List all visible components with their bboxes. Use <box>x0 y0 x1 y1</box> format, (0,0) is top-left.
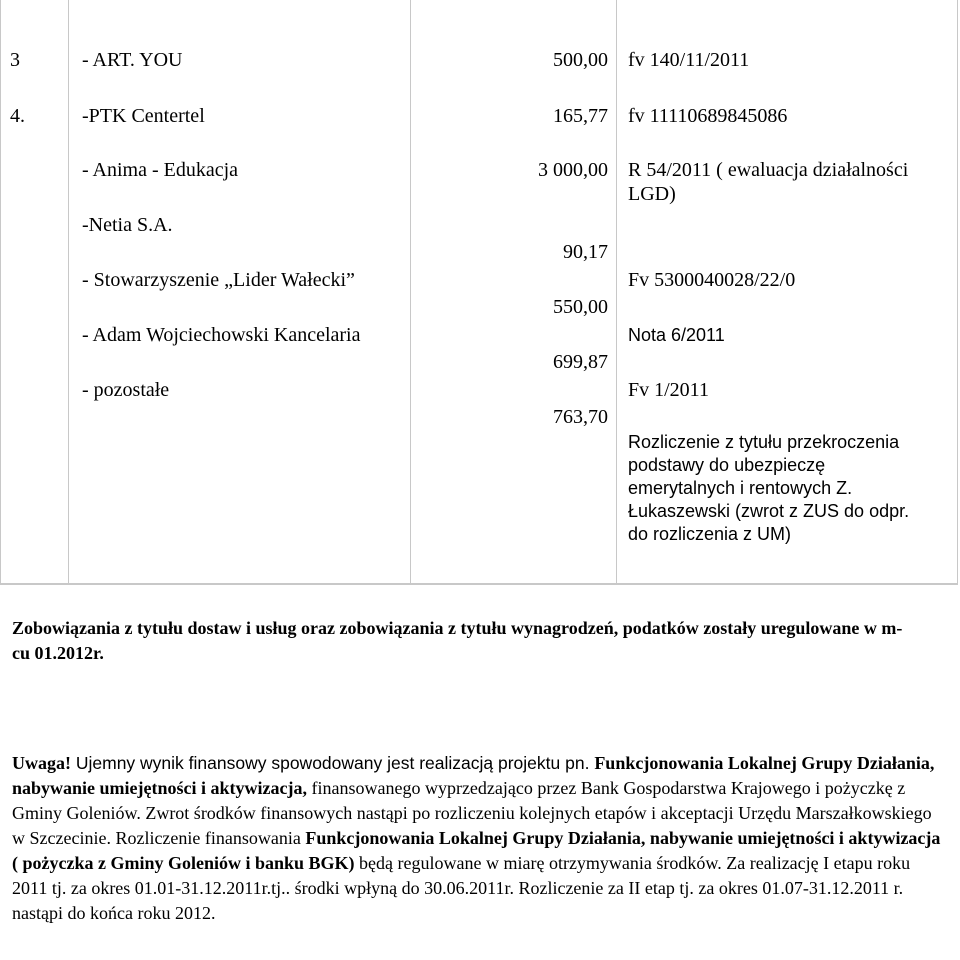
document-ref: Fv 5300040028/22/0 <box>628 269 796 291</box>
amount-value: 3 000,00 <box>538 159 608 181</box>
note-text: finansowanego wyprzedzająco przez Bank Gospodarstwa Krajowego i pożyczkę z Gminy Goleniów. Zwrot środków finansowych nastąpi po rozliczeniu kolejnych etapów i akceptacji Urzędu Marszałkowskiego w Szczecinie. Rozliczenie finansowania <box>12 778 932 848</box>
table-bottom-line <box>0 584 958 585</box>
document-ref: Nota 6/2011 <box>628 325 725 345</box>
table-divider-1 <box>68 0 69 584</box>
row-index: 4. <box>10 105 25 127</box>
creditor-name: -PTK Centertel <box>82 105 205 127</box>
amount-value: 500,00 <box>553 49 608 71</box>
amount-value: 699,87 <box>553 351 608 373</box>
creditor-name: - Anima - Edukacja <box>82 159 239 181</box>
table-divider-2 <box>410 0 411 584</box>
amount-value: 90,17 <box>563 241 608 263</box>
note-text: będą regulowane w miarę otrzymywania środków. Za realizację I etapu roku 2011 tj. za okres 01.01-31.12.2011r.tj.. środki wpłyną do 30.06.2011r. Rozliczenie za II etap tj. za okres 01.07-31.12.2011 r. nastąpi do końca roku 2012. <box>12 853 911 923</box>
financial-note <box>12 751 947 926</box>
amount-value: 165,77 <box>553 105 608 127</box>
note-project-name: Funkcjonowania Lokalnej Grupy Działania, nabywanie umiejętności i aktywizacja, <box>12 753 935 798</box>
note-label: Uwaga! <box>12 753 71 773</box>
amount-value: 763,70 <box>553 406 608 428</box>
creditor-name: - Stowarzyszenie „Lider Wałecki” <box>82 269 355 291</box>
document-ref: Fv 1/2011 <box>628 379 709 401</box>
creditor-name: - ART. YOU <box>82 49 183 71</box>
document-ref: R 54/2011 ( ewaluacja działalności LGD) <box>628 159 909 205</box>
creditor-name: - pozostałe <box>82 379 170 401</box>
document-ref: fv 11110689845086 <box>628 105 788 127</box>
amount-value: 550,00 <box>553 296 608 318</box>
document-ref: fv 140/11/2011 <box>628 49 750 71</box>
creditor-name: - Adam Wojciechowski Kancelaria <box>82 324 361 346</box>
document-ref: Rozliczenie z tytułu przekroczenia podstawy do ubezpieczę emerytalnych i rentowych Z. Łukaszewski (zwrot z ZUS do odpr. do rozliczenia z UM) <box>628 432 910 544</box>
note-text: Ujemny wynik finansowy spowodowany jest realizacją projektu pn. <box>71 753 595 773</box>
creditor-name: -Netia S.A. <box>82 214 173 236</box>
table-divider-3 <box>616 0 617 584</box>
obligations-statement: Zobowiązania z tytułu dostaw i usług oraz zobowiązania z tytułu wynagrodzeń, podatków zostały uregulowane w m-cu 01.2012r. <box>12 618 903 663</box>
row-index: 3 <box>10 49 20 71</box>
note-project-name: Funkcjonowania Lokalnej Grupy Działania, nabywanie umiejętności i aktywizacja ( pożyczka z Gminy Goleniów i banku BGK) <box>12 828 941 873</box>
